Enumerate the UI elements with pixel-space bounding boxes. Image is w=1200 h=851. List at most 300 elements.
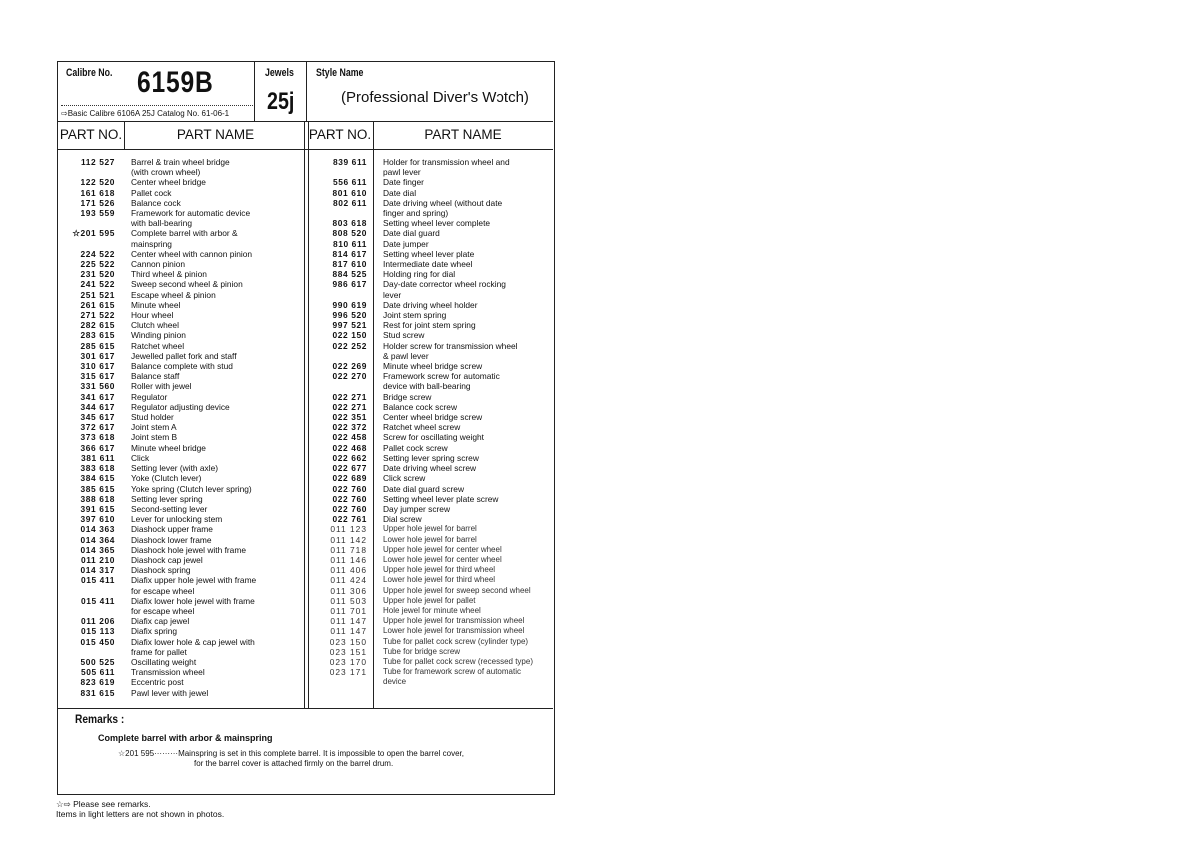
part-name: Yoke (Clutch lever)	[131, 473, 202, 484]
divider	[308, 121, 309, 708]
part-row	[58, 606, 303, 616]
part-number: 022 662	[332, 452, 367, 463]
part-name: device	[383, 677, 407, 687]
part-number	[310, 208, 383, 218]
part-number: 373 618	[80, 432, 115, 443]
part-name: Framework for automatic device	[131, 208, 251, 219]
part-row	[58, 688, 303, 698]
part-number: 310 617	[80, 361, 115, 372]
part-row	[58, 249, 303, 259]
part-name: Upper hole jewel for sweep second wheel	[383, 585, 531, 595]
remarks-line: ☆201 595·········Mainspring is set in this complete barrel. It is impossible to open the barrel cover,	[118, 749, 464, 758]
part-row	[58, 279, 303, 289]
part-name: with ball-bearing	[131, 218, 192, 229]
part-name: Ratchet wheel	[131, 340, 185, 351]
part-number: 831 615	[80, 687, 115, 698]
part-name: Framework screw for automatic	[383, 371, 500, 382]
part-number: 388 618	[80, 493, 115, 504]
part-number: 990 619	[332, 299, 367, 310]
part-row	[310, 392, 553, 402]
part-row	[310, 259, 553, 269]
part-row	[310, 320, 553, 330]
part-name: Diafix cap jewel	[131, 616, 190, 627]
part-name: Oscillating weight	[131, 656, 197, 667]
part-name: Lower hole jewel for barrel	[383, 534, 477, 544]
part-number: 014 363	[80, 524, 115, 535]
part-name: Transmission wheel	[131, 667, 205, 678]
part-number: 193 559	[80, 208, 115, 219]
column-part-no-right: PART NO.	[307, 121, 373, 150]
part-name: Upper hole jewel for barrel	[383, 524, 477, 534]
part-row	[310, 249, 553, 259]
part-row	[310, 228, 553, 238]
part-number: 997 521	[332, 320, 367, 331]
part-name: Sweep second wheel & pinion	[131, 279, 243, 290]
part-name: Rest for joint stem spring	[383, 320, 476, 331]
part-row	[310, 198, 553, 208]
part-name: Dial screw	[383, 514, 422, 525]
part-name: Upper hole jewel for pallet	[383, 595, 476, 605]
part-name: Click screw	[383, 473, 426, 484]
part-name: Third wheel & pinion	[131, 269, 207, 280]
part-name: Center wheel bridge screw	[383, 412, 483, 423]
calibre-label: Calibre No.	[66, 67, 113, 79]
part-number: 814 617	[332, 248, 367, 259]
part-number: 283 615	[80, 330, 115, 341]
part-number: 022 689	[332, 473, 367, 484]
part-number: 015 450	[80, 636, 115, 647]
part-name: Diashock upper frame	[131, 524, 213, 535]
part-row	[310, 279, 553, 289]
part-row	[310, 402, 553, 412]
part-row	[310, 188, 553, 198]
part-row	[58, 208, 303, 218]
part-number: 011 147	[330, 626, 367, 637]
part-row	[310, 473, 553, 483]
part-number	[58, 218, 131, 228]
part-name: Upper hole jewel for third wheel	[383, 565, 496, 575]
part-name: Minute wheel bridge screw	[383, 361, 483, 372]
part-number: 817 610	[332, 259, 367, 270]
part-row	[58, 565, 303, 575]
part-name: Holder for transmission wheel and	[383, 157, 510, 167]
dotted-divider	[61, 105, 253, 106]
part-name: Day jumper screw	[383, 503, 451, 514]
part-row	[310, 616, 553, 626]
part-number	[310, 351, 383, 361]
part-name: Intermediate date wheel	[383, 259, 473, 270]
part-name: Setting wheel lever complete	[383, 218, 491, 229]
footnote: ☆⇨ Please see remarks.	[56, 799, 151, 809]
part-number: 022 760	[332, 503, 367, 514]
part-row	[58, 473, 303, 483]
part-number: 122 520	[80, 177, 115, 188]
part-name: Diashock hole jewel with frame	[131, 544, 246, 555]
part-name: lever	[383, 289, 402, 300]
part-number: 022 269	[332, 361, 367, 372]
part-row	[58, 616, 303, 626]
part-row	[58, 157, 303, 167]
part-number: 810 611	[332, 238, 367, 249]
part-number: 345 617	[80, 412, 115, 423]
part-row	[310, 157, 553, 167]
part-number: 161 618	[80, 187, 115, 198]
divider	[254, 62, 255, 121]
part-row	[58, 463, 303, 473]
part-number: 224 522	[80, 248, 115, 259]
part-number: 801 610	[332, 187, 367, 198]
part-number: 011 406	[330, 565, 367, 576]
calibre-number: 6159B	[137, 66, 214, 99]
part-row	[58, 677, 303, 687]
part-name: Balance staff	[131, 371, 180, 382]
part-row	[310, 300, 553, 310]
part-name: Tube for framework screw of automatic	[383, 667, 521, 677]
part-name: finger and spring)	[383, 208, 449, 219]
part-row	[58, 432, 303, 442]
column-part-no: PART NO.	[58, 121, 124, 150]
part-name: Cannon pinion	[131, 259, 186, 270]
part-row	[310, 565, 553, 575]
part-number: 015 411	[80, 595, 115, 606]
part-name: pawl lever	[383, 167, 421, 178]
part-number: 385 615	[80, 483, 115, 494]
part-row	[310, 545, 553, 555]
part-number: ☆201 595	[72, 228, 115, 239]
part-row	[58, 310, 303, 320]
part-number	[58, 606, 131, 616]
divider	[304, 121, 305, 708]
part-name: Pallet cock	[131, 187, 172, 198]
part-number: 011 701	[330, 605, 367, 616]
part-name: Clutch wheel	[131, 320, 179, 331]
part-number: 022 351	[332, 412, 367, 423]
part-name: mainspring	[131, 238, 172, 249]
part-row	[58, 320, 303, 330]
divider	[306, 62, 307, 121]
part-row	[310, 677, 553, 687]
part-number	[310, 290, 383, 300]
part-number: 023 170	[329, 656, 367, 667]
part-name: Setting wheel lever plate	[383, 248, 475, 259]
part-row	[310, 504, 553, 514]
part-name: device with ball-bearing	[383, 381, 471, 392]
part-row	[310, 422, 553, 432]
part-name: Diashock spring	[131, 565, 191, 576]
part-row	[310, 575, 553, 585]
part-number: 285 615	[80, 340, 115, 351]
part-row	[310, 443, 553, 453]
part-number: 011 718	[330, 544, 367, 555]
part-number: 015 113	[80, 626, 115, 637]
part-row	[310, 351, 553, 361]
part-row	[310, 381, 553, 391]
part-row	[310, 514, 553, 524]
style-label: Style Name	[316, 67, 364, 79]
part-row	[310, 412, 553, 422]
part-name: Joint stem A	[131, 422, 177, 433]
part-number: 022 761	[332, 514, 367, 525]
part-row	[58, 381, 303, 391]
part-row	[58, 586, 303, 596]
column-part-name: PART NAME	[124, 121, 307, 150]
part-name: Diashock cap jewel	[131, 554, 203, 565]
part-row	[310, 361, 553, 371]
part-name: Tube for bridge screw	[383, 646, 461, 656]
part-number: 241 522	[80, 279, 115, 290]
part-number	[310, 677, 383, 687]
part-row	[58, 259, 303, 269]
part-row	[58, 504, 303, 514]
part-row	[58, 198, 303, 208]
part-name: frame for pallet	[131, 646, 187, 657]
part-number: 011 306	[330, 585, 367, 596]
part-number: 014 317	[80, 565, 115, 576]
part-row	[58, 637, 303, 647]
part-row	[58, 575, 303, 585]
column-part-name-right: PART NAME	[373, 121, 553, 150]
part-name: Hour wheel	[131, 310, 174, 321]
part-number: 023 150	[329, 636, 367, 647]
part-row	[58, 484, 303, 494]
part-number: 261 615	[80, 299, 115, 310]
part-name: Yoke spring (Clutch lever spring)	[131, 483, 252, 494]
part-row	[58, 545, 303, 555]
part-row	[310, 596, 553, 606]
part-number: 011 424	[330, 575, 367, 586]
part-row	[58, 361, 303, 371]
part-number: 500 525	[80, 656, 115, 667]
part-number: 022 677	[332, 463, 367, 474]
part-number: 011 123	[330, 524, 367, 535]
parts-sheet	[57, 61, 555, 795]
part-number	[58, 647, 131, 657]
part-name: Roller with jewel	[131, 381, 192, 392]
part-row	[58, 371, 303, 381]
part-number: 315 617	[80, 371, 115, 382]
part-number: 011 503	[330, 595, 367, 606]
part-row	[310, 341, 553, 351]
part-row	[310, 290, 553, 300]
part-row	[58, 290, 303, 300]
part-row	[310, 269, 553, 279]
remarks-line: for the barrel cover is attached firmly on the barrel drum.	[194, 759, 394, 768]
part-name: Setting lever spring	[131, 493, 203, 504]
part-row	[310, 218, 553, 228]
part-name: Joint stem B	[131, 432, 178, 443]
part-name: Diashock lower frame	[131, 534, 212, 545]
left-parts-list	[58, 157, 303, 698]
part-row	[58, 596, 303, 606]
part-name: Day-date corrector wheel rocking	[383, 279, 506, 290]
part-row	[58, 228, 303, 238]
part-name: Diafix upper hole jewel with frame	[131, 575, 257, 586]
part-name: Holder screw for transmission wheel	[383, 340, 518, 351]
part-name: Barrel & train wheel bridge	[131, 157, 230, 167]
part-number: 383 618	[80, 463, 115, 474]
part-number: 014 365	[80, 544, 115, 555]
part-number: 331 560	[80, 381, 115, 392]
part-row	[310, 310, 553, 320]
part-name: Date dial guard	[383, 228, 440, 239]
part-number: 011 146	[330, 554, 367, 565]
part-name: Minute wheel	[131, 299, 181, 310]
part-name: Date driving wheel screw	[383, 463, 477, 474]
part-row	[310, 371, 553, 381]
part-row	[58, 269, 303, 279]
part-name: (with crown wheel)	[131, 167, 201, 178]
part-row	[58, 657, 303, 667]
part-row	[58, 167, 303, 177]
part-number: 366 617	[80, 442, 115, 453]
part-number	[58, 586, 131, 596]
part-number: 022 270	[332, 371, 367, 382]
part-row	[58, 422, 303, 432]
part-name: Setting wheel lever plate screw	[383, 493, 499, 504]
part-number: 986 617	[332, 279, 367, 290]
part-number: 251 521	[80, 289, 115, 300]
part-row	[58, 626, 303, 636]
part-name: Pawl lever with jewel	[131, 687, 209, 698]
part-name: Lower hole jewel for center wheel	[383, 554, 502, 564]
part-row	[58, 647, 303, 657]
part-row	[310, 555, 553, 565]
part-name: Jewelled pallet fork and staff	[131, 350, 237, 361]
part-row	[58, 412, 303, 422]
part-row	[310, 667, 553, 677]
remarks-title: Remarks :	[75, 712, 125, 726]
part-name: Center wheel bridge	[131, 177, 206, 188]
part-name: Stud screw	[383, 330, 425, 341]
part-number: 011 206	[80, 616, 115, 627]
part-row	[58, 494, 303, 504]
part-name: Lever for unlocking stem	[131, 514, 223, 525]
part-name: Minute wheel bridge	[131, 442, 206, 453]
part-row	[58, 351, 303, 361]
part-number: 231 520	[80, 269, 115, 280]
part-number: 384 615	[80, 473, 115, 484]
part-row	[310, 453, 553, 463]
part-row	[58, 514, 303, 524]
part-row	[310, 535, 553, 545]
part-name: Balance complete with stud	[131, 361, 233, 372]
part-name: Regulator	[131, 391, 168, 402]
part-number: 397 610	[80, 514, 115, 525]
part-row	[310, 647, 553, 657]
part-name: Complete barrel with arbor &	[131, 228, 238, 239]
part-number: 022 468	[332, 442, 367, 453]
part-number: 341 617	[80, 391, 115, 402]
part-name: Setting lever spring screw	[383, 452, 479, 463]
part-number: 271 522	[80, 310, 115, 321]
part-number: 391 615	[80, 503, 115, 514]
part-number: 022 271	[332, 401, 367, 412]
part-number: 505 611	[80, 667, 115, 678]
part-row	[310, 494, 553, 504]
part-row	[58, 330, 303, 340]
part-row	[310, 626, 553, 636]
part-name: Date finger	[383, 177, 424, 188]
part-row	[310, 524, 553, 534]
part-row	[310, 637, 553, 647]
basic-calibre: ⇨Basic Calibre 6106A 25J Catalog No. 61-06-1	[61, 109, 230, 118]
part-row	[310, 657, 553, 667]
remarks-section	[58, 708, 553, 795]
part-name: Tube for pallet cock screw (recessed type)	[383, 656, 533, 666]
part-name: Joint stem spring	[383, 310, 447, 321]
part-number: 282 615	[80, 320, 115, 331]
part-name: Pallet cock screw	[383, 442, 448, 453]
part-name: Date dial guard screw	[383, 483, 464, 494]
part-number: 839 611	[332, 157, 367, 167]
part-number	[310, 381, 383, 391]
part-row	[310, 208, 553, 218]
part-number: 011 147	[330, 616, 367, 627]
part-number: 014 364	[80, 534, 115, 545]
part-name: Stud holder	[131, 412, 174, 423]
part-name: Diafix spring	[131, 626, 178, 637]
part-row	[58, 341, 303, 351]
part-row	[58, 177, 303, 187]
part-row	[310, 167, 553, 177]
part-number	[310, 167, 383, 177]
part-number: 381 611	[80, 452, 115, 463]
part-number: 344 617	[80, 401, 115, 412]
part-number	[58, 167, 131, 177]
part-row	[58, 524, 303, 534]
footnote: Items in light letters are not shown in photos.	[56, 809, 225, 819]
part-number: 015 411	[80, 575, 115, 586]
part-row	[310, 586, 553, 596]
part-number: 372 617	[80, 422, 115, 433]
part-name: Ratchet wheel screw	[383, 422, 461, 433]
part-number: 011 210	[80, 554, 115, 565]
part-row	[58, 188, 303, 198]
part-name: Upper hole jewel for center wheel	[383, 544, 502, 554]
style-name: (Professional Diver's Wɔtch)	[341, 89, 529, 106]
part-number: 022 760	[332, 483, 367, 494]
part-number: 022 458	[332, 432, 367, 443]
part-name: Regulator adjusting device	[131, 401, 230, 412]
part-row	[310, 463, 553, 473]
part-row	[58, 392, 303, 402]
part-name: Center wheel with cannon pinion	[131, 248, 253, 259]
header-block	[58, 62, 553, 122]
part-row	[58, 555, 303, 565]
part-row	[310, 484, 553, 494]
part-number	[58, 239, 131, 249]
part-name: Date driving wheel holder	[383, 299, 478, 310]
part-name: Date dial	[383, 187, 417, 198]
part-name: Balance cock screw	[383, 401, 458, 412]
part-name: for escape wheel	[131, 605, 195, 616]
part-name: Date driving wheel (without date	[383, 197, 503, 208]
part-name: Diafix lower hole jewel with frame	[131, 595, 255, 606]
part-row	[310, 330, 553, 340]
part-number: 022 760	[332, 493, 367, 504]
part-name: Click	[131, 452, 150, 463]
part-name: Lower hole jewel for transmission wheel	[383, 626, 525, 636]
part-number: 011 142	[330, 534, 367, 545]
part-number: 301 617	[80, 350, 115, 361]
part-row	[58, 443, 303, 453]
header-rule	[58, 149, 553, 150]
part-name: Holding ring for dial	[383, 269, 456, 280]
part-name: for escape wheel	[131, 585, 195, 596]
part-name: Setting lever (with axle)	[131, 463, 219, 474]
part-number: 023 171	[329, 667, 367, 678]
part-row	[310, 432, 553, 442]
